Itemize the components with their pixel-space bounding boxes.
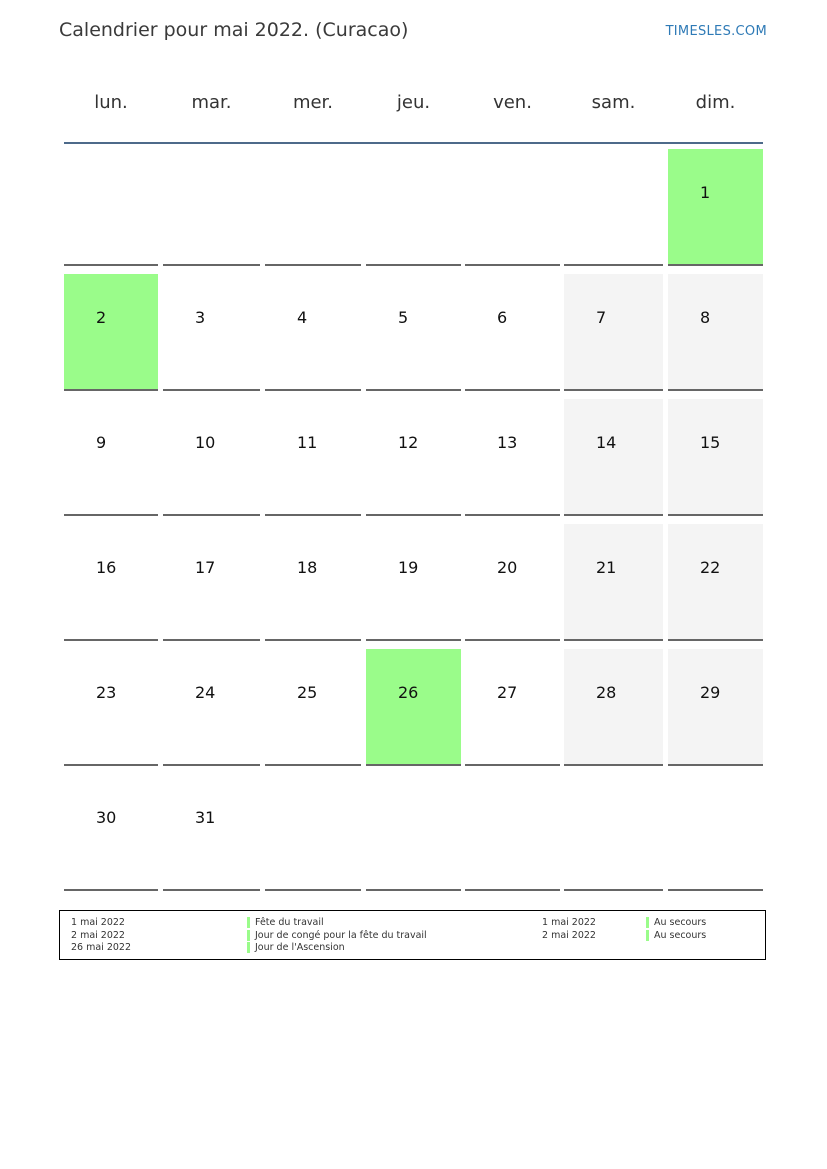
cell-divider	[366, 764, 461, 766]
cell-divider	[163, 764, 260, 766]
day-cell-empty	[265, 774, 361, 891]
day-number: 21	[596, 558, 617, 577]
day-cell-holiday[interactable]	[64, 274, 158, 391]
day-number: 7	[596, 308, 607, 327]
day-cell-holiday[interactable]	[366, 649, 461, 766]
cell-divider	[465, 764, 560, 766]
cell-divider	[163, 514, 260, 516]
day-cell[interactable]	[465, 274, 560, 391]
day-cell-empty	[465, 149, 560, 266]
cell-divider	[265, 264, 361, 266]
weekday-mon: lun.	[94, 92, 128, 113]
legend-color-swatch	[247, 930, 250, 941]
legend-date: 26 mai 2022	[71, 942, 132, 953]
cell-divider	[163, 389, 260, 391]
day-number: 20	[497, 558, 518, 577]
legend-color-swatch	[646, 917, 649, 928]
day-number: 24	[195, 683, 216, 702]
day-cell-empty	[564, 774, 663, 891]
day-number: 26	[398, 683, 419, 702]
day-cell-empty	[265, 149, 361, 266]
day-number: 6	[497, 308, 508, 327]
day-number: 4	[297, 308, 308, 327]
cell-divider	[564, 639, 663, 641]
legend-date: 1 mai 2022	[71, 917, 125, 928]
cell-divider	[668, 764, 763, 766]
day-cell-holiday[interactable]	[668, 149, 763, 266]
day-number: 16	[96, 558, 117, 577]
day-number: 29	[700, 683, 721, 702]
cell-divider	[668, 889, 763, 891]
cell-divider	[366, 389, 461, 391]
cell-divider	[668, 639, 763, 641]
day-number: 25	[297, 683, 318, 702]
cell-divider	[64, 764, 158, 766]
day-cell[interactable]	[366, 399, 461, 516]
day-cell[interactable]	[465, 524, 560, 641]
day-cell-weekend[interactable]	[564, 649, 663, 766]
legend-holiday-name: Jour de l'Ascension	[255, 942, 345, 953]
legend-date: 2 mai 2022	[542, 930, 596, 941]
cell-divider	[465, 889, 560, 891]
day-number: 15	[700, 433, 721, 452]
day-cell[interactable]	[163, 774, 260, 891]
cell-divider	[64, 264, 158, 266]
legend-date: 2 mai 2022	[71, 930, 125, 941]
day-cell-empty	[64, 149, 158, 266]
day-cell[interactable]	[265, 274, 361, 391]
day-cell[interactable]	[366, 274, 461, 391]
day-number: 28	[596, 683, 617, 702]
day-cell[interactable]	[163, 274, 260, 391]
day-cell-weekend[interactable]	[668, 524, 763, 641]
day-cell-weekend[interactable]	[564, 399, 663, 516]
day-cell[interactable]	[366, 524, 461, 641]
cell-divider	[265, 889, 361, 891]
cell-divider	[668, 389, 763, 391]
cell-divider	[564, 514, 663, 516]
day-cell-empty	[163, 149, 260, 266]
day-cell-weekend[interactable]	[564, 274, 663, 391]
day-cell[interactable]	[64, 774, 158, 891]
legend-color-swatch	[646, 930, 649, 941]
day-cell-weekend[interactable]	[668, 649, 763, 766]
day-cell[interactable]	[163, 399, 260, 516]
cell-divider	[366, 514, 461, 516]
day-cell-empty	[366, 149, 461, 266]
cell-divider	[64, 514, 158, 516]
legend-holiday-name: Au secours	[654, 930, 707, 941]
cell-divider	[465, 639, 560, 641]
weekday-fri: ven.	[493, 92, 532, 113]
day-cell-empty	[668, 774, 763, 891]
cell-divider	[465, 264, 560, 266]
legend-color-swatch	[247, 917, 250, 928]
day-cell-weekend[interactable]	[564, 524, 663, 641]
day-cell[interactable]	[64, 399, 158, 516]
day-number: 19	[398, 558, 419, 577]
day-number: 31	[195, 808, 216, 827]
day-cell[interactable]	[163, 524, 260, 641]
cell-divider	[564, 264, 663, 266]
legend-holiday-name: Fête du travail	[255, 917, 324, 928]
weekday-sun: dim.	[695, 92, 736, 113]
cell-divider	[265, 514, 361, 516]
cell-divider	[366, 889, 461, 891]
day-cell-empty	[366, 774, 461, 891]
brand-link[interactable]: TIMESLES.COM	[665, 24, 767, 39]
day-cell-empty	[465, 774, 560, 891]
day-number: 14	[596, 433, 617, 452]
weekday-tue: mar.	[191, 92, 232, 113]
legend-color-swatch	[247, 942, 250, 953]
day-number: 22	[700, 558, 721, 577]
cell-divider	[668, 514, 763, 516]
weekday-wed: mer.	[292, 92, 334, 113]
day-number: 18	[297, 558, 318, 577]
cell-divider	[163, 264, 260, 266]
cell-divider	[564, 389, 663, 391]
cell-divider	[265, 639, 361, 641]
day-cell[interactable]	[465, 649, 560, 766]
cell-divider	[668, 264, 763, 266]
cell-divider	[564, 764, 663, 766]
cell-divider	[64, 639, 158, 641]
cell-divider	[465, 514, 560, 516]
cell-divider	[366, 264, 461, 266]
legend-holiday-name: Jour de congé pour la fête du travail	[255, 930, 427, 941]
legend-holiday-name: Au secours	[654, 917, 707, 928]
day-cell-weekend[interactable]	[668, 399, 763, 516]
day-number: 8	[700, 308, 711, 327]
header-divider	[64, 142, 763, 144]
day-number: 30	[96, 808, 117, 827]
day-number: 10	[195, 433, 216, 452]
day-cell[interactable]	[465, 399, 560, 516]
day-number: 9	[96, 433, 107, 452]
day-number: 1	[700, 183, 711, 202]
day-cell[interactable]	[64, 649, 158, 766]
cell-divider	[163, 889, 260, 891]
calendar-title: Calendrier pour mai 2022. (Curacao)	[59, 19, 409, 41]
day-number: 5	[398, 308, 409, 327]
cell-divider	[64, 889, 158, 891]
cell-divider	[265, 764, 361, 766]
day-number: 3	[195, 308, 206, 327]
day-number: 23	[96, 683, 117, 702]
weekday-thu: jeu.	[396, 92, 431, 113]
day-number: 27	[497, 683, 518, 702]
day-number: 12	[398, 433, 419, 452]
day-cell[interactable]	[265, 649, 361, 766]
cell-divider	[564, 889, 663, 891]
cell-divider	[366, 639, 461, 641]
weekday-sat: sam.	[591, 92, 636, 113]
cell-divider	[265, 389, 361, 391]
day-cell[interactable]	[64, 524, 158, 641]
day-cell-weekend[interactable]	[668, 274, 763, 391]
cell-divider	[465, 389, 560, 391]
day-number: 11	[297, 433, 318, 452]
day-number: 13	[497, 433, 518, 452]
day-cell[interactable]	[265, 399, 361, 516]
cell-divider	[163, 639, 260, 641]
day-number: 17	[195, 558, 216, 577]
day-cell-empty	[564, 149, 663, 266]
holiday-legend	[59, 910, 766, 960]
day-cell[interactable]	[163, 649, 260, 766]
legend-date: 1 mai 2022	[542, 917, 596, 928]
day-number: 2	[96, 308, 107, 327]
cell-divider	[64, 389, 158, 391]
day-cell[interactable]	[265, 524, 361, 641]
